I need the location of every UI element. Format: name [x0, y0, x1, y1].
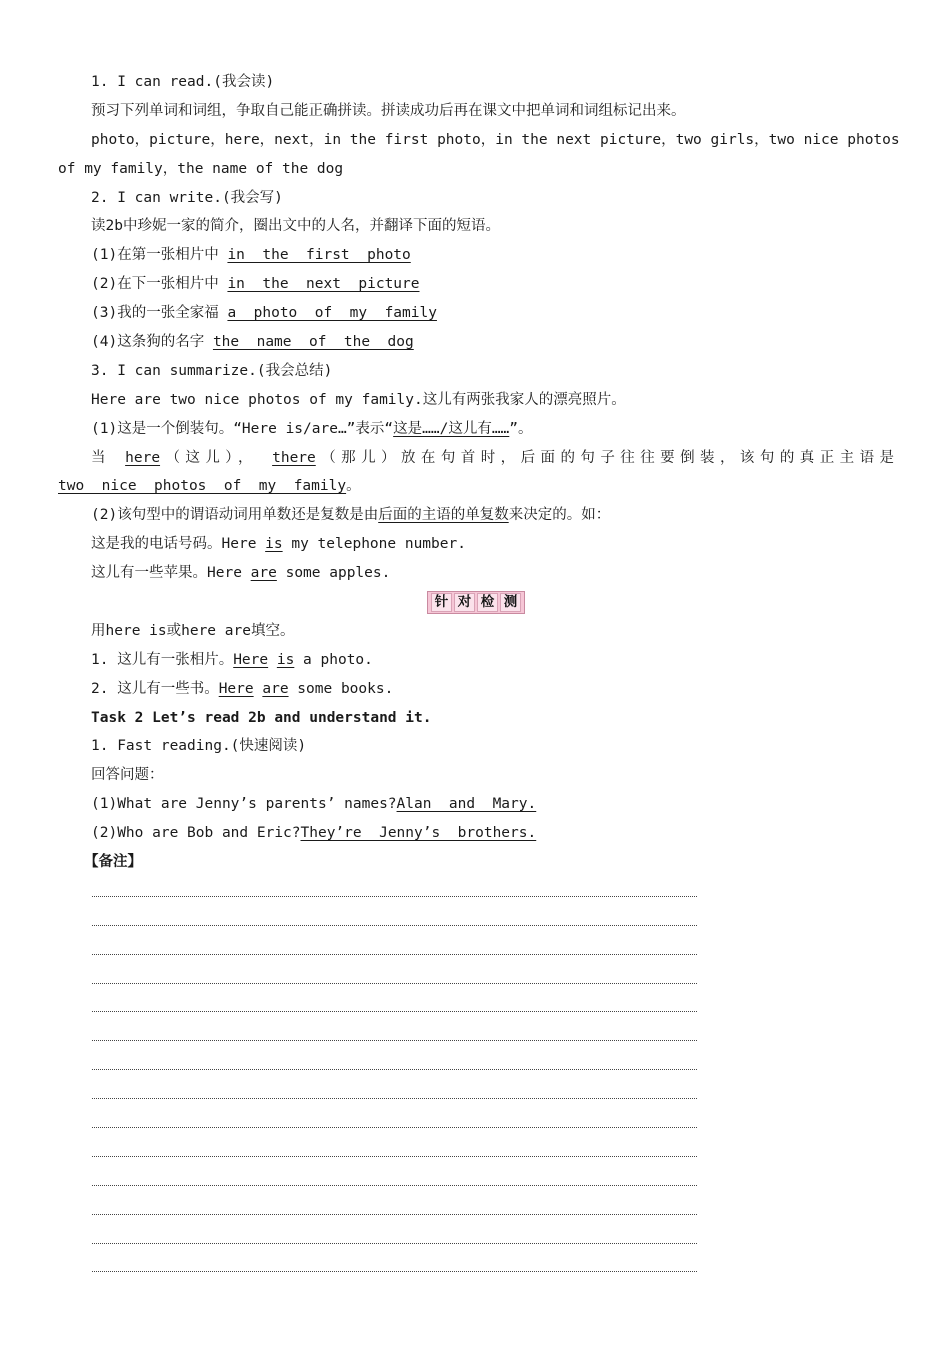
translation-answer: in the first photo	[227, 247, 411, 264]
translation-item	[58, 241, 894, 270]
section-1-instruction: 预习下列单词和词组，争取自己能正确拼读。拼读成功后再在课文中把单词和词组标记出来。	[91, 102, 686, 119]
translation-item	[58, 299, 894, 328]
task-2-heading: Task 2 Let’s read 2b and understand it.	[91, 709, 432, 726]
summary-text: （这儿），	[160, 449, 258, 466]
summary-answer: two nice photos of my family	[58, 478, 347, 495]
summary-answer: 后面的主语的单复数	[378, 507, 509, 524]
note-line	[92, 1215, 697, 1244]
note-line	[92, 1070, 697, 1099]
answer-blank: Alan and Mary.	[396, 796, 537, 813]
question-text: (1)What are Jenny’s parents’ names?	[91, 796, 397, 813]
summary-text: 当	[91, 449, 111, 466]
worksheet-page	[58, 68, 900, 877]
summary-subject-line	[58, 472, 894, 501]
summary-inversion-line	[58, 444, 894, 473]
question-text: 1. 这儿有一张相片。	[91, 651, 234, 668]
banner-char: 测	[500, 593, 521, 612]
section-2-heading: 2. I can write.(我会写)	[91, 189, 283, 206]
word-list-line-2: of my family，the name of the dog	[58, 160, 344, 177]
translation-item	[58, 270, 894, 299]
practice-banner	[427, 591, 525, 614]
answer-blank: They’re Jenny’s brothers.	[300, 825, 537, 842]
answer-blank: Here	[233, 651, 269, 668]
summary-text: 这是我的电话号码。Here	[91, 536, 266, 553]
question-text: a photo.	[294, 651, 373, 668]
banner-char: 对	[454, 593, 475, 612]
summary-text: (1)这是一个倒装句。“Here is/are…”表示“	[91, 420, 394, 437]
translation-prompt: (3)我的一张全家福	[91, 305, 219, 322]
practice-banner-row	[58, 588, 894, 617]
answer-blank: Here	[218, 680, 254, 697]
note-line	[92, 1157, 697, 1186]
translation-answer: a photo of my family	[227, 305, 437, 322]
section-2-instruction: 读2b中珍妮一家的简介，圈出文中的人名，并翻译下面的短语。	[91, 218, 500, 235]
summary-text: 这儿有一些苹果。Here	[91, 565, 251, 582]
note-line	[92, 868, 697, 897]
word-list-line-1: photo，picture，here，next，in the first photo，in the next picture，two girls，two nice photos	[91, 131, 900, 148]
question-text: 2. 这儿有一些书。	[91, 680, 219, 697]
note-line	[92, 1099, 697, 1128]
section-1-heading: 1. I can read.(我会读)	[91, 74, 275, 90]
reading-question	[58, 819, 894, 848]
summary-answer: is	[265, 536, 283, 553]
answer-blank: is	[276, 651, 295, 668]
summary-text: （那儿）放在句首时，后面的句子往往要倒装，该句的真正主语是	[315, 449, 895, 466]
summary-answer: here	[125, 449, 161, 466]
practice-instruction: 用here is或here are填空。	[91, 622, 295, 639]
translation-prompt: (1)在第一张相片中	[91, 247, 219, 264]
summary-text: 来决定的。如：	[508, 507, 611, 524]
note-line	[92, 1186, 697, 1215]
notes-label: 【备注】	[84, 854, 142, 871]
note-line	[92, 926, 697, 955]
summary-example-2	[58, 559, 894, 588]
note-line	[92, 1128, 697, 1157]
summary-example-1	[58, 530, 894, 559]
translation-answer: the name of the dog	[212, 334, 414, 351]
banner-char: 针	[431, 593, 452, 612]
question-text: some books.	[288, 680, 394, 697]
translation-answer: in the next picture	[227, 276, 420, 293]
summary-text: 。	[346, 478, 361, 495]
summary-point-2	[58, 501, 894, 530]
practice-question	[58, 646, 894, 675]
notes-lines	[92, 868, 697, 1272]
summary-answer: are	[250, 565, 277, 582]
summary-answer: there	[272, 449, 316, 466]
translation-prompt: (2)在下一张相片中	[91, 276, 219, 293]
summary-text: ”。	[509, 420, 533, 437]
answer-questions-instruction: 回答问题：	[91, 767, 164, 784]
answer-blank: are	[262, 680, 289, 697]
note-line	[92, 984, 697, 1013]
reading-question	[58, 790, 894, 819]
translation-item	[58, 328, 894, 357]
summary-text: some apples.	[276, 565, 391, 582]
fast-reading-heading: 1. Fast reading.(快速阅读)	[91, 738, 307, 755]
note-line	[92, 897, 697, 926]
banner-char: 检	[477, 593, 498, 612]
example-sentence: Here are two nice photos of my family.这儿有两张我家人的漂亮照片。	[91, 391, 626, 408]
translation-prompt: (4)这条狗的名字	[91, 334, 205, 351]
summary-answer: 这是……/这儿有……	[393, 420, 510, 437]
note-line	[92, 1244, 697, 1273]
practice-question	[58, 675, 894, 704]
question-text: (2)Who are Bob and Eric?	[91, 825, 301, 842]
summary-text: my telephone number.	[282, 536, 466, 553]
summary-point-1	[58, 415, 894, 444]
note-line	[92, 1041, 697, 1070]
summary-text: (2)该句型中的谓语动词用单数还是复数是由	[91, 507, 379, 524]
section-3-heading: 3. I can summarize.(我会总结)	[91, 362, 333, 379]
note-line	[92, 955, 697, 984]
note-line	[92, 1012, 697, 1041]
